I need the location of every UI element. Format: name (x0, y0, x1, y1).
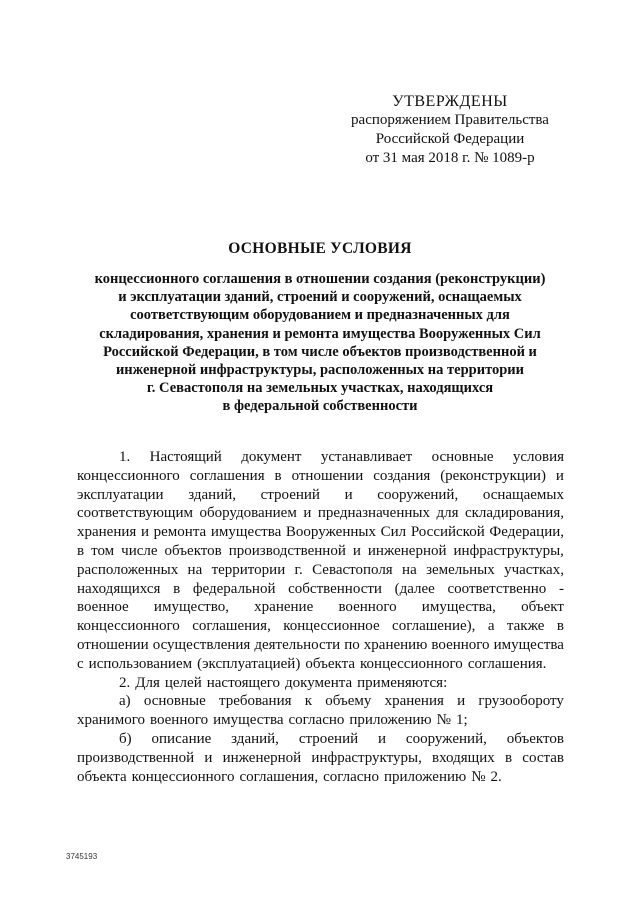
word: концессионного (77, 467, 180, 484)
word: применяются: (357, 674, 448, 691)
word: и (555, 467, 564, 484)
word: объему (325, 693, 372, 710)
word: объектов (164, 542, 222, 559)
word: и (352, 542, 361, 559)
word: (реконструкции) (440, 467, 546, 484)
paragraph-1-line (77, 598, 564, 617)
word: объекта (305, 655, 356, 672)
word: сооружений, (377, 486, 459, 503)
word: концессионного (77, 618, 180, 635)
approval-line-2: Российской Федерации (375, 131, 525, 147)
word: предназначенных (317, 505, 430, 522)
word: расположенных (77, 561, 179, 578)
word: отношении (291, 467, 364, 484)
word: хранению (363, 636, 428, 653)
paragraph-1-line (77, 561, 564, 580)
word: имущество, (153, 599, 229, 616)
word: соглашения. (467, 655, 547, 672)
word: имущества (213, 712, 284, 729)
word: требования (218, 693, 292, 710)
paragraph-1-line (77, 504, 564, 523)
word: зданий, (231, 730, 279, 747)
word: документ (241, 449, 302, 465)
subtitle-line: концессионного соглашения в отношении создания (реконструкции) (94, 271, 546, 287)
word: сооружений, (405, 730, 487, 747)
word: оборудованием (199, 505, 297, 522)
word: также (506, 618, 545, 635)
subtitle-line: соответствующим оборудованием и предназначенных для (130, 307, 510, 324)
paragraph-3-line (77, 692, 564, 711)
word: Севастополя (312, 561, 393, 578)
word: объектов (506, 730, 564, 747)
subtitle-line: Российской Федерации, в том числе объектов производственной и (103, 343, 537, 360)
word: основные (143, 693, 206, 710)
word: приложению (349, 712, 432, 729)
word: Федерации, (489, 524, 564, 541)
word: соглашения, (192, 618, 271, 635)
word: осуществления (152, 636, 251, 653)
paragraph-1-line (77, 542, 564, 561)
word: в (274, 467, 282, 484)
word: Настоящий (149, 449, 222, 465)
word: в (173, 580, 181, 597)
word: территории (211, 561, 286, 578)
subtitle-line: г. Севастополя на земельных участках, находящихся (146, 380, 494, 397)
word: военного (149, 712, 209, 729)
word: описание (151, 730, 212, 747)
word: соответствующим (77, 505, 193, 522)
word: а (487, 618, 495, 635)
word: соглашение), (392, 618, 476, 635)
word: Сил (380, 524, 407, 541)
approval-line-3: от 31 мая 2018 г. № 1089-р (365, 150, 535, 166)
word: к (304, 693, 312, 710)
word: и (378, 730, 387, 747)
word: г. (294, 561, 303, 578)
word: Российской (410, 524, 485, 541)
paragraph-1-line (77, 523, 564, 542)
word: на (402, 561, 417, 578)
word: 2. (119, 674, 131, 691)
document-body (77, 448, 564, 786)
word: соглашения (189, 467, 265, 484)
word: инфраструктуры, (311, 749, 422, 766)
paragraph-4-line (77, 749, 564, 768)
word: и (457, 693, 466, 710)
word: согласно (288, 712, 345, 729)
word: № (471, 768, 486, 785)
word: Вооруженных (285, 524, 376, 541)
document-code: 3745193 (66, 852, 98, 861)
paragraph-1-line (77, 448, 564, 467)
word: Для (135, 674, 160, 691)
word: имущества, (421, 599, 496, 616)
word: зданий, (188, 486, 236, 503)
subtitle-line: складирования, хранения и ремонта имущества Вооруженных Сил (99, 325, 541, 342)
paragraph-4-line (77, 730, 564, 749)
word: производственной (228, 542, 346, 559)
word: хранимого (77, 712, 145, 729)
word: концессионного (131, 768, 235, 785)
word: производственной (77, 749, 195, 766)
word: имущества (493, 636, 564, 653)
word: строений (260, 486, 320, 503)
word: на (187, 561, 203, 578)
word: 1; (455, 712, 468, 729)
word: для (436, 505, 459, 522)
word: числе (121, 542, 158, 559)
word: инженерной (367, 542, 447, 559)
word: использованием (88, 655, 193, 672)
word: входящих (432, 749, 495, 766)
word: основные (431, 449, 494, 465)
word: в (556, 618, 564, 635)
paragraph-1-line (77, 580, 564, 599)
word: оснащаемых (482, 486, 564, 503)
word: военного (431, 636, 490, 653)
word: и (204, 749, 213, 766)
word: федеральной (192, 580, 276, 597)
word: соответственно (447, 580, 547, 597)
paragraph-4-line (77, 768, 564, 787)
word: объекта (77, 768, 127, 785)
approval-line-1: распоряжением Правительства (351, 112, 549, 128)
word: приложению (383, 768, 467, 785)
paragraph-1-line (77, 617, 564, 636)
word: создания (373, 467, 431, 484)
word: военное (77, 599, 129, 616)
word: (далее (394, 580, 435, 597)
word: в (77, 542, 85, 559)
word: инженерной (222, 749, 302, 766)
word: документа (285, 674, 353, 691)
word: № (436, 712, 451, 729)
word: хранения (77, 524, 137, 541)
word: а) (119, 693, 131, 710)
word: состав (522, 749, 564, 766)
subtitle-line: инженерной инфраструктуры, расположенных на территории (115, 362, 525, 379)
paragraph-1-line (77, 636, 564, 655)
word: и (344, 486, 353, 503)
word: настоящего (206, 674, 281, 691)
word: хранения (384, 693, 444, 710)
document-subtitle (60, 270, 580, 416)
word: (эксплуатацией) (197, 655, 301, 672)
word: соглашения, (239, 768, 319, 785)
word: согласно (323, 768, 379, 785)
word: участках, (504, 561, 564, 578)
word: 1. (119, 449, 131, 465)
word: инфраструктуры, (453, 542, 564, 559)
word: эксплуатации (77, 486, 164, 503)
word: собственности (288, 580, 382, 597)
word: условия (512, 449, 564, 465)
word: находящихся (77, 580, 161, 597)
approval-block (340, 92, 560, 168)
word: ремонта (153, 524, 207, 541)
word: б) (119, 730, 132, 747)
paragraph-3-line (77, 711, 564, 730)
word: военного (338, 599, 397, 616)
paragraph-1-line (77, 655, 564, 674)
word: том (91, 542, 115, 559)
word: в (504, 749, 513, 766)
word: имущества (210, 524, 282, 541)
word: устанавливает (320, 449, 413, 465)
subtitle-line: и эксплуатации зданий, строений и сооружений, оснащаемых (118, 289, 522, 306)
word: земельных (426, 561, 495, 578)
word: объект (521, 599, 564, 616)
paragraph-1-line (77, 467, 564, 486)
approval-heading: УТВЕРЖДЕНЫ (392, 93, 508, 110)
word: с (77, 655, 84, 672)
paragraph-1-line (77, 486, 564, 505)
word: складирования, (464, 505, 564, 522)
word: грузообороту (478, 693, 564, 710)
word: строений (298, 730, 359, 747)
word: концессионное (283, 618, 380, 635)
paragraph-2-line (77, 674, 564, 693)
word: и (140, 524, 149, 541)
word: деятельности (254, 636, 341, 653)
word: целей (164, 674, 202, 691)
subtitle-line: в федеральной собственности (222, 398, 418, 415)
word: отношении (77, 636, 149, 653)
word: и (303, 505, 312, 522)
document-title: ОСНОВНЫЕ УСЛОВИЯ (228, 240, 412, 257)
word: по (344, 636, 360, 653)
word: концессионного (360, 655, 463, 672)
word: - (558, 580, 564, 597)
word: 2. (490, 768, 502, 785)
word: хранение (254, 599, 314, 616)
